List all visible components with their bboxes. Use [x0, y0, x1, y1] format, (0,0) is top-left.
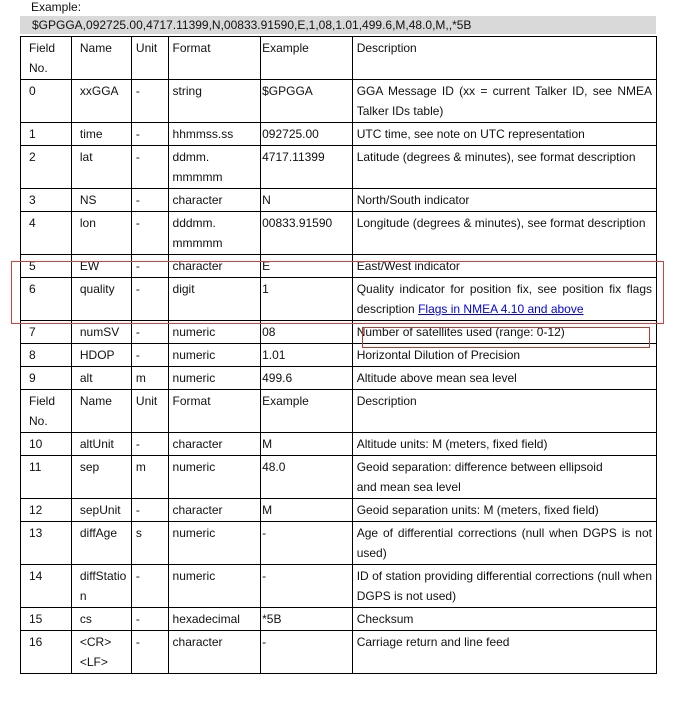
cell-unit: -	[131, 212, 168, 255]
cell-format: character	[168, 499, 261, 522]
cell-name: cs	[71, 608, 131, 631]
cell-name: time	[71, 123, 131, 146]
cell-example: N	[261, 189, 353, 212]
example-sentence: $GPGGA,092725.00,4717.11399,N,00833.91590,E,1,08,1.01,499.6,M,48.0,M,,*5B	[20, 16, 656, 34]
cell-example: $GPGGA	[261, 80, 353, 123]
cell-name: altUnit	[71, 433, 131, 456]
cell-format: ddmm. mmmmm	[168, 146, 261, 189]
table-header-row	[21, 37, 657, 80]
cell-desc: East/West indicator	[352, 255, 656, 278]
cell-name: sep	[71, 456, 131, 499]
cell-example: -	[261, 565, 353, 608]
cell-no: 0	[21, 80, 72, 123]
cell-no: 14	[21, 565, 72, 608]
cell-unit: -	[131, 80, 168, 123]
cell-desc: Number of satellites used (range: 0-12)	[352, 321, 656, 344]
table-row	[21, 189, 657, 212]
cell-unit: m	[131, 456, 168, 499]
cell-unit: s	[131, 522, 168, 565]
cell-format: numeric	[168, 321, 261, 344]
table-row	[21, 631, 657, 674]
cell-format: numeric	[168, 344, 261, 367]
cell-example: E	[261, 255, 353, 278]
cell-format: numeric	[168, 565, 261, 608]
cell-unit: -	[131, 146, 168, 189]
table-row	[21, 522, 657, 565]
cell-name: <CR><LF>	[71, 631, 131, 674]
cell-example: 1.01	[261, 344, 353, 367]
cell-name: lat	[71, 146, 131, 189]
cell-desc: Checksum	[352, 608, 656, 631]
cell-example: M	[261, 499, 353, 522]
cell-desc: ID of station providing differential corrections (null when DGPS is not used)	[352, 565, 656, 608]
cell-no: 2	[21, 146, 72, 189]
cell-desc: Longitude (degrees & minutes), see format description	[352, 212, 656, 255]
table-header-row	[21, 390, 657, 433]
header-cell: Field No.	[21, 37, 72, 80]
cell-example: 00833.91590	[261, 212, 353, 255]
cell-example: *5B	[261, 608, 353, 631]
cell-no: 11	[21, 456, 72, 499]
cell-unit: m	[131, 367, 168, 390]
cell-format: string	[168, 80, 261, 123]
header-cell: Example	[261, 390, 353, 433]
cell-name: quality	[71, 278, 131, 321]
cell-unit: -	[131, 123, 168, 146]
table-row	[21, 255, 657, 278]
cell-no: 12	[21, 499, 72, 522]
header-cell: Description	[352, 37, 656, 80]
cell-no: 16	[21, 631, 72, 674]
cell-name: diffStation	[71, 565, 131, 608]
cell-unit: -	[131, 344, 168, 367]
cell-no: 4	[21, 212, 72, 255]
cell-example: 08	[261, 321, 353, 344]
cell-format: digit	[168, 278, 261, 321]
cell-unit: -	[131, 608, 168, 631]
cell-name: EW	[71, 255, 131, 278]
header-cell: Format	[168, 37, 261, 80]
header-cell: Format	[168, 390, 261, 433]
cell-no: 3	[21, 189, 72, 212]
table-row	[21, 367, 657, 390]
cell-desc: North/South indicator	[352, 189, 656, 212]
cell-no: 10	[21, 433, 72, 456]
cell-unit: -	[131, 189, 168, 212]
cell-name: alt	[71, 367, 131, 390]
cell-unit: -	[131, 565, 168, 608]
cell-example: M	[261, 433, 353, 456]
cell-unit: -	[131, 631, 168, 674]
cell-name: numSV	[71, 321, 131, 344]
cell-format: hexadecimal	[168, 608, 261, 631]
cell-format: character	[168, 189, 261, 212]
table-row	[21, 80, 657, 123]
cell-no: 13	[21, 522, 72, 565]
cell-desc: GGA Message ID (xx = current Talker ID, see NMEA Talker IDs table)	[352, 80, 656, 123]
header-cell: Example	[261, 37, 353, 80]
gga-field-table	[20, 36, 657, 674]
example-label: Example:	[31, 0, 82, 14]
cell-example: 48.0	[261, 456, 353, 499]
cell-desc: Geoid separation: difference between ellipsoid and mean sea level	[352, 456, 656, 499]
cell-desc: Carriage return and line feed	[352, 631, 656, 674]
cell-example: 092725.00	[261, 123, 353, 146]
table-row	[21, 123, 657, 146]
cell-no: 7	[21, 321, 72, 344]
cell-example: -	[261, 522, 353, 565]
cell-name: HDOP	[71, 344, 131, 367]
cell-name: NS	[71, 189, 131, 212]
cell-example: -	[261, 631, 353, 674]
flags-nmea-link[interactable]: Flags in NMEA 4.10 and above	[418, 302, 584, 316]
cell-desc: Altitude units: M (meters, fixed field)	[352, 433, 656, 456]
header-cell: Field No.	[21, 390, 72, 433]
cell-format: numeric	[168, 367, 261, 390]
cell-format: numeric	[168, 456, 261, 499]
cell-name: sepUnit	[71, 499, 131, 522]
cell-desc: Altitude above mean sea level	[352, 367, 656, 390]
cell-unit: -	[131, 499, 168, 522]
cell-unit: -	[131, 278, 168, 321]
table-row	[21, 433, 657, 456]
cell-desc: Latitude (degrees & minutes), see format description	[352, 146, 656, 189]
table-row	[21, 146, 657, 189]
cell-unit: -	[131, 321, 168, 344]
cell-no: 8	[21, 344, 72, 367]
cell-no: 15	[21, 608, 72, 631]
cell-format: hhmmss.ss	[168, 123, 261, 146]
cell-format: numeric	[168, 522, 261, 565]
cell-format: character	[168, 631, 261, 674]
cell-format: dddmm. mmmmm	[168, 212, 261, 255]
cell-name: xxGGA	[71, 80, 131, 123]
table-row	[21, 565, 657, 608]
cell-name: lon	[71, 212, 131, 255]
cell-name: diffAge	[71, 522, 131, 565]
cell-example: 499.6	[261, 367, 353, 390]
table-row	[21, 608, 657, 631]
table-row	[21, 344, 657, 367]
header-cell: Unit	[131, 390, 168, 433]
cell-unit: -	[131, 255, 168, 278]
cell-desc: UTC time, see note on UTC representation	[352, 123, 656, 146]
cell-no: 5	[21, 255, 72, 278]
cell-example: 1	[261, 278, 353, 321]
cell-format: character	[168, 433, 261, 456]
cell-no: 1	[21, 123, 72, 146]
cell-example: 4717.11399	[261, 146, 353, 189]
header-cell: Unit	[131, 37, 168, 80]
table-row	[21, 321, 657, 344]
cell-format: character	[168, 255, 261, 278]
table-row	[21, 278, 657, 321]
cell-desc: Quality indicator for position fix, see position fix flags description Flags in NMEA 4.10 and above	[352, 278, 656, 321]
header-cell: Name	[71, 37, 131, 80]
table-row	[21, 499, 657, 522]
cell-unit: -	[131, 433, 168, 456]
cell-desc: Geoid separation units: M (meters, fixed field)	[352, 499, 656, 522]
table-row	[21, 456, 657, 499]
cell-desc: Horizontal Dilution of Precision	[352, 344, 656, 367]
cell-no: 6	[21, 278, 72, 321]
cell-no: 9	[21, 367, 72, 390]
table-row	[21, 212, 657, 255]
cell-desc: Age of differential corrections (null when DGPS is not used)	[352, 522, 656, 565]
header-cell: Description	[352, 390, 656, 433]
header-cell: Name	[71, 390, 131, 433]
